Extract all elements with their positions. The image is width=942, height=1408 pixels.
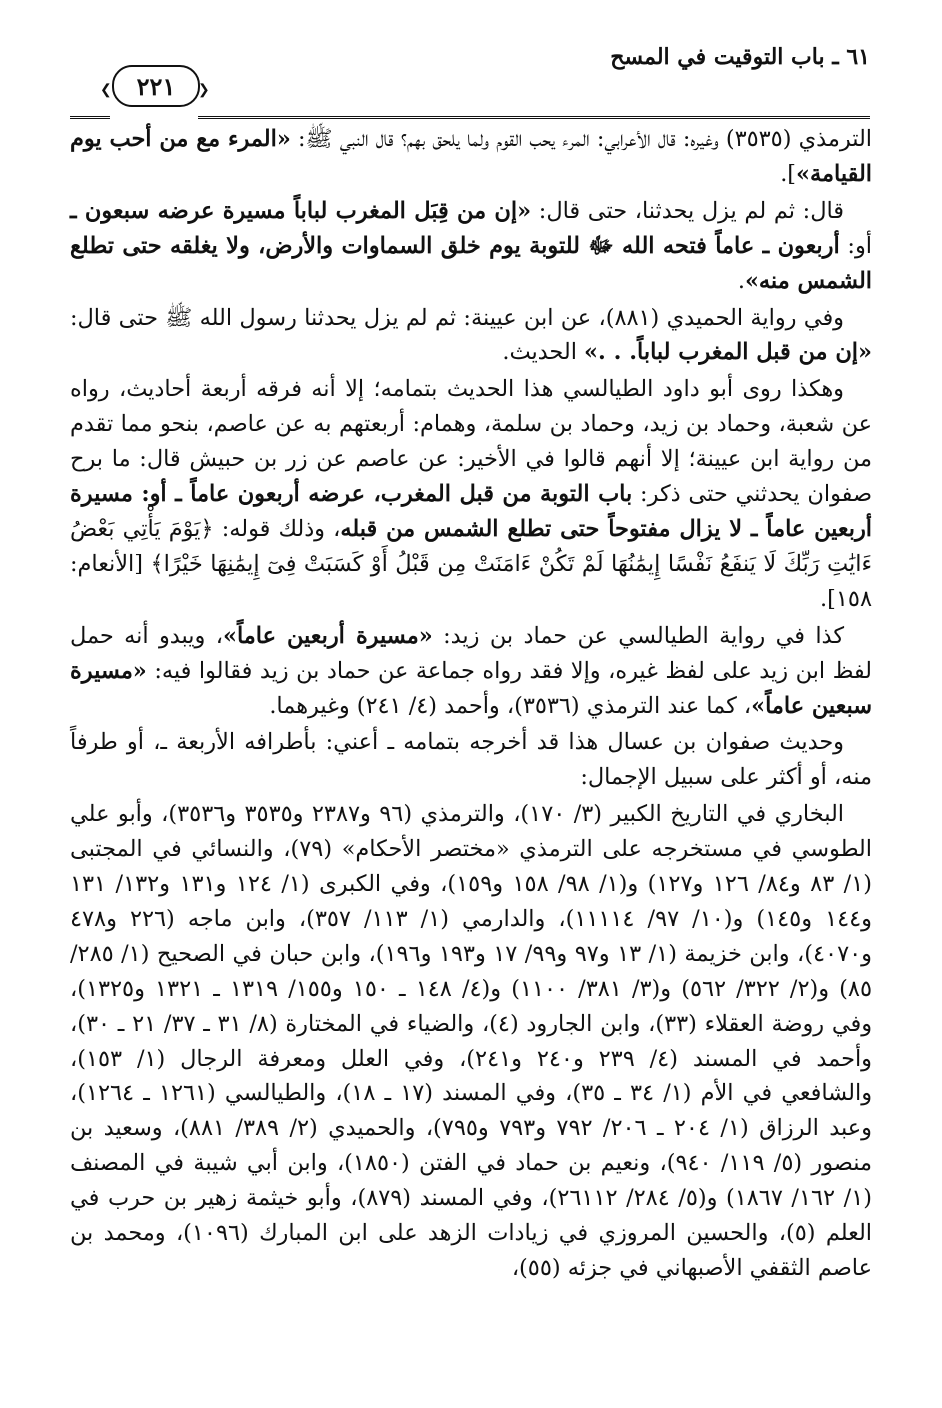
text-run: وفي رواية الحميدي (٨٨١)، عن ابن عيينة: ثم لم يزل يحدثنا رسول الله ﷺ حتى قال: [70,304,844,331]
main-text [70,122,872,1288]
text-run: الحديث. [502,339,585,366]
paragraph-7: البخاري في التاريخ الكبير (٣/ ١٧٠)، والترمذي (٩٦ و٢٣٨٧ و٣٥٣٥ و٣٥٣٦)، وأبو علي الطوسي في مستخرجه على الترمذي «مختصر الأحكام» (٧٩)، والنسائي في المجتبى (١/ ٨٣ و٨٤/ ١٢٦ و١٢٧) و(١/ ٩٨/ ١٥٨ و١٥٩)، وفي الكبرى (١/ ١٢٤ و١٣١ و١٣٢/ ١٣١ و١٤٤ و١٤٥) و(١٠/ ٩٧/ ١١١١٤)، والدارمي (١/ ١١٣/ ٣٥٧)، وابن ماجه (٢٢٦ و٤٧٨ و٤٠٧٠)، وابن خزيمة (١/ ١٣ و٩٧ و٩٩/ ١٧ و١٩٣ و١٩٦)، وابن حبان في الصحيح (١/ ٢٨٥/ ٨٥) و(٢/ ٣٢٢/ ٥٦٢) و(٣/ ٣٨١/ ١١٠٠) و(٤/ ١٤٨ ـ ١٥٠ و١٥٥/ ١٣١٩ ـ ١٣٢١ و١٣٢٥)، وفي روضة العقلاء (٣٣)، وابن الجارود (٤)، والضياء في المختارة (٨/ ٣١ ـ ٣٧/ ٢١ ـ ٣٠)، وأحمد في المسند (٤/ ٢٣٩ و٢٤٠ و٢٤١)، وفي العلل ومعرفة الرجال (١/ ١٥٣)، والشافعي في الأم (١/ ٣٤ ـ ٣٥)، وفي المسند (١٧ ـ ١٨)، والطيالسي (١٢٦١ ـ ١٢٦٤)، وعبد الرزاق (١/ ٢٠٤ ـ ٢٠٦/ ٧٩٢ و٧٩٣ و٧٩٥)، والحميدي (٢/ ٣٨٩/ ٨٨١)، وسعيد بن منصور (٥/ ١١٩/ ٩٤٠)، ونعيم بن حماد في الفتن (١٨٥٠)، وابن أبي شيبة في المصنف (١/ ١٦٢/ ١٨٦٧) و(٥/ ٢٨٤/ ٢٦١١٢)، وفي المسند (٨٧٩)، وأبو خيثمة زهير بن حرب في العلم (٥)، والحسين المروزي في زيادات الزهد على ابن المبارك (١٠٩٦)، ومحمد بن عاصم الثقفي الأصبهاني في جزئه (٥٥)، [70,801,873,1281]
hadith-quote: «إن من قبل المغرب لباباً. . .» [584,339,872,366]
text-run: كذا في رواية الطيالسي عن حماد بن زيد: [432,622,844,649]
hadith-quote: باب التوبة من قبل المغرب، عرضه أربعون عاماً ـ أو: مسيرة أربعين عاماً ـ لا يزال مفتوحاً حتى تطلع الشمس من قبله [70,481,872,542]
ornament-left-icon: ❮ [100,82,112,98]
paragraph-6: وحديث صفوان بن عسال هذا قد أخرجه بتمامه ـ أعني: بأطرافه الأربعة ـ، أو طرفاً منه، أو أكثر على سبيل الإجمال: [70,729,872,791]
page-header [70,38,870,108]
hadith-quote: «مسيرة سبعين عاماً» [70,657,872,719]
hadith-quote: أربعون ـ عاماً فتحه الله ﷻ للتوبة يوم خلق السماوات والأرض، ولا يغلقه حتى تطلع الشمس منه» [70,232,872,294]
text-run: قال: ثم لم يزل يحدثنا، حتى قال: [531,197,844,224]
text-run: ، وذلك قوله: [213,515,341,542]
text-run: ، ويبدو أنه حمل لفظ ابن زيد على لفظ غيره، وإلا فقد رواه جماعة عن حماد بن زيد فقالوا فيه: [70,622,872,684]
page-number-badge [112,65,200,107]
text-run: وهكذا روى أبو داود الطيالسي هذا الحديث بتمامه؛ إلا أنه فرقه أربعة أحاديث، رواه عن شعبة، وحماد بن زيد، وحماد بن سلمة، وهمام: أربعتهم به عن عاصم، بنحو مما تقدم من رواية ابن عيينة؛ إلا أنهم قالوا في الأخير: عن عاصم عن زر بن حبيش قال: ما برح صفوان يحدثني حتى ذكر: [70,376,872,508]
quran-verse: ﴿يَوْمَ يَأْتِي بَعْضُ ءَايَٰتِ رَبِّكَ لَا يَنفَعُ نَفْسًا إِيمَٰنُهَا لَمْ تَكُنْ ءَامَنَتْ مِن قَبْلُ أَوْ كَسَبَتْ فِىٓ إِيمَٰنِهَا خَيْرًا﴾ [70,515,873,577]
paragraph-4 [70,372,872,616]
ornament-right-icon: ❯ [198,82,210,98]
text-run: أو: [839,232,872,259]
paragraph-2 [70,194,872,299]
chapter-title: ٦١ ـ باب التوقيت في المسح [610,44,870,70]
hadith-quote: «إن من قِبَل المغرب لباباً مسيرة عرضه سبعون ـ [70,197,532,224]
text-run: [الأنعام: ١٥٨]. [70,550,872,612]
hadith-quote: «المرء مع من أحب يوم القيامة» [70,126,872,187]
paragraph-3 [70,301,872,371]
paragraph-5 [70,619,872,724]
text-run: . [737,267,745,294]
text-run: ]. [780,160,797,187]
text-run: ، كما عند الترمذي (٣٥٣٦)، وأحمد (٤/ ٢٤١) وغيرهما. [269,692,752,719]
header-rule-right [198,116,870,119]
text-run: الترمذي (٣٥٣٥) وغيره: قال الأعرابي: المرء يحب القوم ولما يلحق بهم؟ قال النبي ﷺ: [290,126,873,152]
hadith-quote: «مسيرة أربعين عاماً» [222,622,433,649]
page-number: ٢٢١ [136,71,176,101]
header-rule-left [70,116,110,119]
paragraph-1 [70,122,872,192]
